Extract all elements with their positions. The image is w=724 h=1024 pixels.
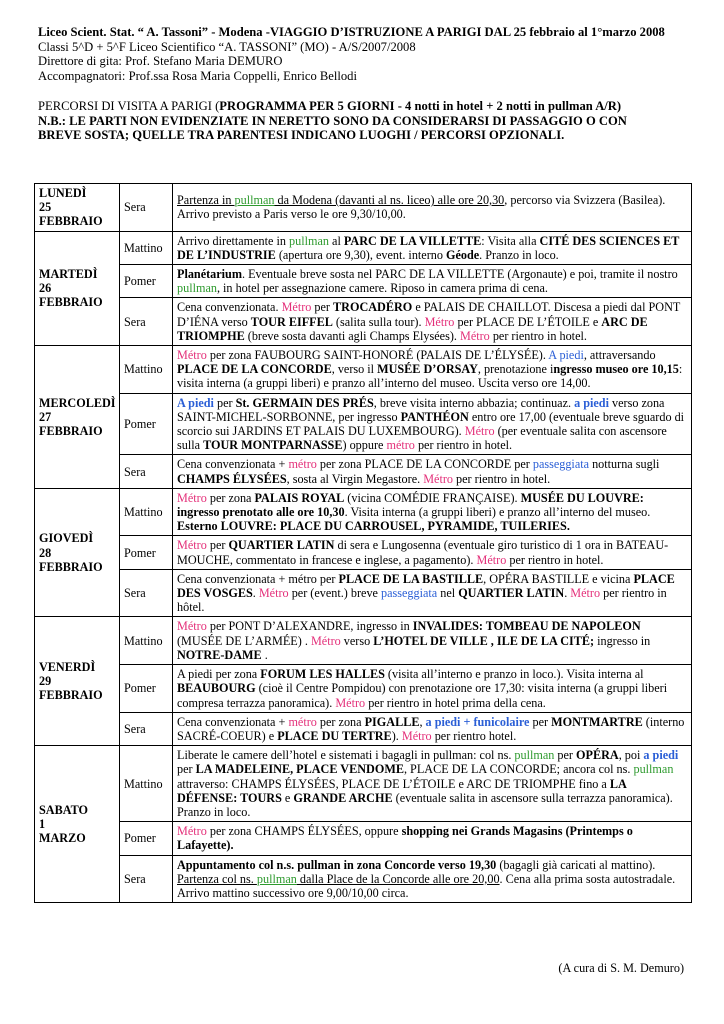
period-cell: Sera [120,298,173,346]
period-cell: Pomer [120,665,173,713]
activity-text-segment: , verso il [331,362,378,377]
activity-text-segment: (cioè il Centre Pompidou) con prenotazione ore 17,30: visita interna (a gruppi liberi compresa terrazza panoramica). [177,681,668,710]
activity-text-segment: per rientro in hotel. [506,552,604,567]
activity-cell [173,822,692,855]
activity-text-segment: métro [288,714,317,729]
activity-text-segment: Métro [570,586,601,601]
activity-text-segment: Partenza col ns. [177,871,257,886]
activity-text-segment: shopping nei Grands Magasins (Printemps o Lafayette). [177,824,633,853]
activity-text-segment: (salita sulla tour). [332,314,425,329]
activity-text-segment: per [529,714,552,729]
activity-text-segment: A piedi [177,395,214,410]
activity-text-segment: , percorso via Svizzera (Basilea). Arrivo previsto a Paris verso le ore 9,30/10,00. [177,193,666,222]
escorts-line: Accompagnatori: Prof.ssa Rosa Maria Coppelli, Enrico Bellodi [38,68,357,83]
activity-text-segment: Cena convenzionata + métro per [177,571,339,586]
table-row [35,346,692,394]
table-row [35,488,692,536]
activity-cell [173,536,692,569]
activity-text-segment: BEAUBOURG [177,681,256,696]
activity-text-segment: verso zona SAINT-MICHEL-SORBONNE, per ingresso [177,395,665,424]
period-cell: Sera [120,855,173,903]
activity-text-segment: PLACE DES VOSGES [177,571,675,601]
activity-text-segment: per rientro in hôtel. [177,586,667,615]
activity-text-segment: TOUR MONTPARNASSE [203,438,343,453]
period-cell: Mattino [120,617,173,665]
program-heading-bold: PROGRAMMA PER 5 GIORNI - 4 notti in hotel + 2 notti in pullman A/R) [219,99,622,113]
activity-text-segment: ) oppure [342,438,387,453]
activity-cell [173,569,692,617]
table-row [35,298,692,346]
activity-text-segment: , breve visita interno abbazia; continuaz. [373,395,575,410]
activity-text-segment: Planétarium [177,267,242,282]
activity-text-segment: L’HOTEL DE VILLE , ILE DE LA CITÉ; [373,633,595,648]
day-cell: MERCOLEDÌ 27 FEBBRAIO [35,346,120,489]
activity-text-segment: pullman [633,762,674,777]
activity-text-segment: métro [386,438,415,453]
period-cell: Mattino [120,346,173,394]
activity-text-segment: (per eventuale salita con ascensore sulla [177,424,667,453]
activity-cell [173,712,692,745]
footer-credit: (A cura di S. M. Demuro) [558,961,684,975]
table-row [35,665,692,713]
activity-cell [173,298,692,346]
activity-text-segment: A piedi per zona [177,667,261,682]
table-row [35,569,692,617]
activity-text-segment: PIGALLE [364,714,420,729]
activity-text-segment: per [311,300,334,315]
activity-text-segment: Appuntamento col n.s. pullman in zona Concorde verso 19,30 [177,857,497,872]
activity-text-segment: per zona FAUBOURG SAINT-HONORÉ (PALAIS DE L’ÉLYSÉE). [206,348,549,363]
activity-text-segment: Métro [401,728,432,743]
activity-text-segment: per PONT D’ALEXANDRE, ingresso in [206,619,413,634]
activity-text-segment: TOUR EIFFEL [250,314,333,329]
activity-text-segment: QUARTIER LATIN [458,586,565,601]
activity-text-segment: per zona [206,490,255,505]
activity-text-segment: ). [391,728,402,743]
table-row [35,184,692,232]
activity-text-segment: Métro [335,695,366,710]
activity-text-segment: e [281,790,294,805]
activity-text-segment: QUARTIER LATIN [228,538,335,553]
activity-text-segment: al [328,233,344,248]
table-row [35,746,692,822]
activity-text-segment: PANTHÉON [400,409,469,424]
activity-text-segment: Métro [476,552,507,567]
activity-text-segment: , sosta al Virgin Megastore. [286,471,424,486]
activity-text-segment: entro ore 17,00 (eventuale breve sguardo di scorcio sui JARDINS ET PALAIS DU LUXEMBOURG). [177,409,685,439]
activity-text-segment: per [554,748,577,763]
day-cell: MARTEDÌ 26 FEBBRAIO [35,231,120,345]
activity-text-segment: . Pranzo in loco. [479,247,559,262]
period-cell: Sera [120,184,173,232]
activity-text-segment: TROCADÉRO [333,300,413,315]
period-cell: Pomer [120,393,173,455]
day-cell: LUNEDÌ 25 FEBBRAIO [35,184,120,232]
activity-text-segment: , attraversando [583,348,656,363]
activity-text-segment: ingresso in [594,633,651,648]
period-cell: Mattino [120,231,173,264]
activity-text-segment: attraverso: CHAMPS ÉLYSÉES, PLACE DE L’ÉTOILE e ARC DE TRIOMPHE fino a [177,776,610,791]
activity-text-segment: PLACE DE LA CONCORDE [177,362,332,377]
activity-text-segment: per (event.) breve [288,586,382,601]
activity-text-segment: (MUSÉE DE L’ARMÉE) . [177,633,311,648]
activity-text-segment: Métro [281,300,312,315]
activity-text-segment: MUSÉE D’ORSAY [377,362,478,377]
activity-text-segment: e PALAIS DE CHAILLOT. Discesa a piedi dal PONT D’IÉNA verso [177,300,681,329]
activity-text-segment: Géode [446,247,480,262]
activity-text-segment: St. GERMAIN DES PRÉS [235,395,374,410]
activity-text-segment: NOTRE-DAME [177,647,262,662]
table-row [35,393,692,455]
activity-text-segment: PLACE DE LA BASTILLE [338,571,484,586]
table-row [35,822,692,855]
period-cell: Sera [120,569,173,617]
activity-text-segment: Métro [424,314,455,329]
period-cell: Pomer [120,265,173,298]
activity-text-segment: Arrivo direttamente in [177,233,290,248]
activity-text-segment: per [206,538,229,553]
activity-text-segment: a piedi + funicolaire [425,714,530,729]
activity-cell [173,265,692,298]
activity-text-segment: (visita all’interno e pranzo in loco.). Visita interna al [384,667,644,682]
activity-text-segment: Partenza in [177,193,235,208]
activity-text-segment: , PLACE DE LA CONCORDE; ancora col ns. [403,762,634,777]
table-row [35,617,692,665]
table-row [35,855,692,903]
activity-text-segment: verso [340,633,374,648]
activity-text-segment: Métro [310,633,341,648]
activity-text-segment: Métro [459,328,490,343]
activity-text-segment: , OPÉRA BASTILLE e vicina [483,571,634,586]
activity-text-segment: Liberate le camere dell’hotel e sistemati i bagagli in pullman: col ns. [177,748,515,763]
period-cell: Sera [120,712,173,745]
activity-text-segment: pullman [177,281,217,296]
activity-text-segment: : Visita alla [481,233,540,248]
activity-text-segment: , [419,714,426,729]
table-row [35,455,692,488]
director-line: Direttore di gita: Prof. Stefano Maria DEMURO [38,54,283,69]
document-title: Liceo Scient. Stat. “ A. Tassoni” - Modena -VIAGGIO D’ISTRUZIONE A PARIGI DAL 25 febbraio al 1°marzo 2008 [38,25,665,39]
activity-text-segment: . [261,647,268,662]
activity-text-segment: (eventuale salita in ascensore sulla terrazza panoramica). Pranzo in loco. [177,790,673,819]
activity-text-segment: ARC DE TRIOMPHE [177,314,648,343]
activity-text-segment: , poi [618,748,644,763]
activity-text-segment: . [252,586,259,601]
activity-text-segment: per zona PLACE DE LA CONCORDE per [316,457,533,472]
day-cell: SABATO 1 MARZO [35,746,120,903]
activity-text-segment: MONTMARTRE [551,714,643,729]
activity-text-segment: Métro [177,348,207,363]
activity-text-segment: CHAMPS ÉLYSÉES [177,471,287,486]
activity-text-segment: Esterno LOUVRE: PLACE DU CARROUSEL, PYRAMIDE, TUILERIES. [177,519,570,534]
activity-text-segment: CITÉ DES SCIENCES ET DE L’INDUSTRIE [177,233,680,262]
period-cell: Mattino [120,746,173,822]
activity-text-segment: Métro [177,538,207,553]
activity-text-segment: Métro [464,424,495,439]
activity-text-segment: per rientro in hotel. [414,438,513,453]
activity-text-segment: (bagagli già caricati al mattino). [496,857,656,872]
nb-line-2: BREVE SOSTA; QUELLE TRA PARENTESI INDICANO LUOGHI / PERCORSI OPZIONALI. [38,128,565,143]
activity-text-segment: PALAIS ROYAL [254,490,345,505]
activity-text-segment: Métro [177,490,207,505]
activity-text-segment: PARC DE LA VILLETTE [343,233,482,248]
table-row [35,231,692,264]
activity-text-segment: (vicina COMÉDIE FRANÇAISE). [344,490,521,505]
activity-text-segment: PLACE DU TERTRE [277,728,392,743]
activity-text-segment: a piedi [643,748,679,763]
activity-text-segment: pullman [256,871,297,886]
period-cell: Sera [120,455,173,488]
activity-text-segment: per zona CHAMPS ÉLYSÉES, oppure [206,824,402,839]
activity-cell [173,231,692,264]
day-cell: VENERDÌ 29 FEBBRAIO [35,617,120,746]
activity-text-segment: (interno SACRÉ-COEUR) e [177,714,685,743]
activity-cell [173,665,692,713]
activity-text-segment: per rientro in hotel. [489,328,587,343]
activity-text-segment: . [564,586,571,601]
classes-line: Classi 5^D + 5^F Liceo Scientifico “A. TASSONI” (MO) - A/S/2007/2008 [38,39,416,54]
activity-text-segment: OPÉRA [576,748,619,763]
activity-cell [173,393,692,455]
activity-text-segment: FORUM LES HALLES [260,667,385,682]
activity-text-segment: dalla Place de la Concorde alle ore 20,00 [296,871,500,886]
activity-text-segment: (breve sosta davanti agli Champs Elysées). [244,328,460,343]
table-row [35,265,692,298]
activity-text-segment: métro [288,457,317,472]
activity-text-segment: Cena convenzionata + [177,457,289,472]
period-cell: Mattino [120,488,173,536]
activity-cell [173,346,692,394]
activity-text-segment: pullman [514,748,555,763]
table-row [35,712,692,745]
program-heading [38,99,698,114]
activity-text-segment: passeggiata [532,457,590,472]
activity-text-segment: INVALIDES: TOMBEAU DE NAPOLEON [412,619,641,634]
activity-text-segment: notturna sugli [589,457,660,472]
activity-text-segment: . Cena alla prima sosta autostradale. Arrivo mattino successivo ore 9,00/10,00 circa. [177,871,676,900]
activity-text-segment: , prenotazione i [477,362,554,377]
period-cell: Pomer [120,536,173,569]
activity-text-segment: per PLACE DE L’ÉTOILE e [454,314,602,329]
activity-text-segment: , in hotel per assegnazione camere. Riposo in camera prima di cena. [216,281,548,296]
activity-text-segment: per [213,395,236,410]
day-cell: GIOVEDÌ 28 FEBBRAIO [35,488,120,617]
activity-text-segment: per rientro in hotel prima della cena. [365,695,546,710]
activity-text-segment: Cena convenzionata. [177,300,282,315]
activity-text-segment: LA MADELEINE, PLACE VENDOME [195,762,404,777]
activity-cell [173,617,692,665]
document-header [38,25,698,83]
activity-text-segment: LA DÉFENSE: TOURS [177,776,627,805]
activity-text-segment: GRANDE ARCHE [293,790,393,805]
activity-text-segment: per rientro in hotel. [453,471,551,486]
activity-text-segment: nel [437,586,459,601]
program-heading-prefix: PERCORSI DI VISITA A PARIGI ( [38,99,220,113]
activity-text-segment: a piedi [574,395,609,410]
program-note [38,99,698,143]
activity-cell [173,184,692,232]
table-row [35,536,692,569]
period-cell: Pomer [120,822,173,855]
activity-text-segment: passeggiata [381,586,438,601]
activity-cell [173,855,692,903]
activity-text-segment: Métro [423,471,453,486]
activity-text-segment: da Modena (davanti al ns. liceo) alle ore 20,30 [274,193,505,208]
activity-text-segment: per zona [316,714,365,729]
activity-text-segment: per [177,762,196,777]
activity-text-segment: (apertura ore 9,30), event. interno [275,247,446,262]
activity-text-segment: Métro [258,586,289,601]
activity-text-segment: Métro [177,824,207,839]
activity-cell [173,746,692,822]
activity-cell [173,488,692,536]
activity-text-segment: Métro [177,619,207,634]
itinerary-table [34,183,692,903]
nb-line-1: N.B.: LE PARTI NON EVIDENZIATE IN NERETTO SONO DA CONSIDERARSI DI PASSAGGIO O CON [38,113,627,128]
activity-text-segment: . Visita interna (a gruppi liberi) e pranzo all’interno del museo. [344,505,651,520]
activity-text-segment: Cena convenzionata + [177,714,289,729]
activity-cell [173,455,692,488]
activity-text-segment: A piedi [548,348,584,363]
activity-text-segment: per rientro hotel. [431,728,517,743]
activity-text-segment: pullman [289,233,329,248]
activity-text-segment: di sera e Lungosenna (eventuale giro turistico di 1 ora in BATEAU-MOUCHE, commentato in francese e inglese, a pagamento). [177,538,669,567]
activity-text-segment: : visita interna (a gruppi liberi) e pranzo all’interno del museo. Uscita verso ore 14,00. [177,362,683,391]
activity-text-segment: . Eventuale breve sosta nel PARC DE LA VILLETTE (Argonaute) e poi, tramite il nostro [242,267,678,282]
activity-text-segment: MUSÉE DU LOUVRE: ingresso prenotato alle ore 10,30 [177,490,644,520]
activity-text-segment: pullman [234,193,275,208]
activity-text-segment: ngresso museo ore 10,15 [553,362,679,377]
